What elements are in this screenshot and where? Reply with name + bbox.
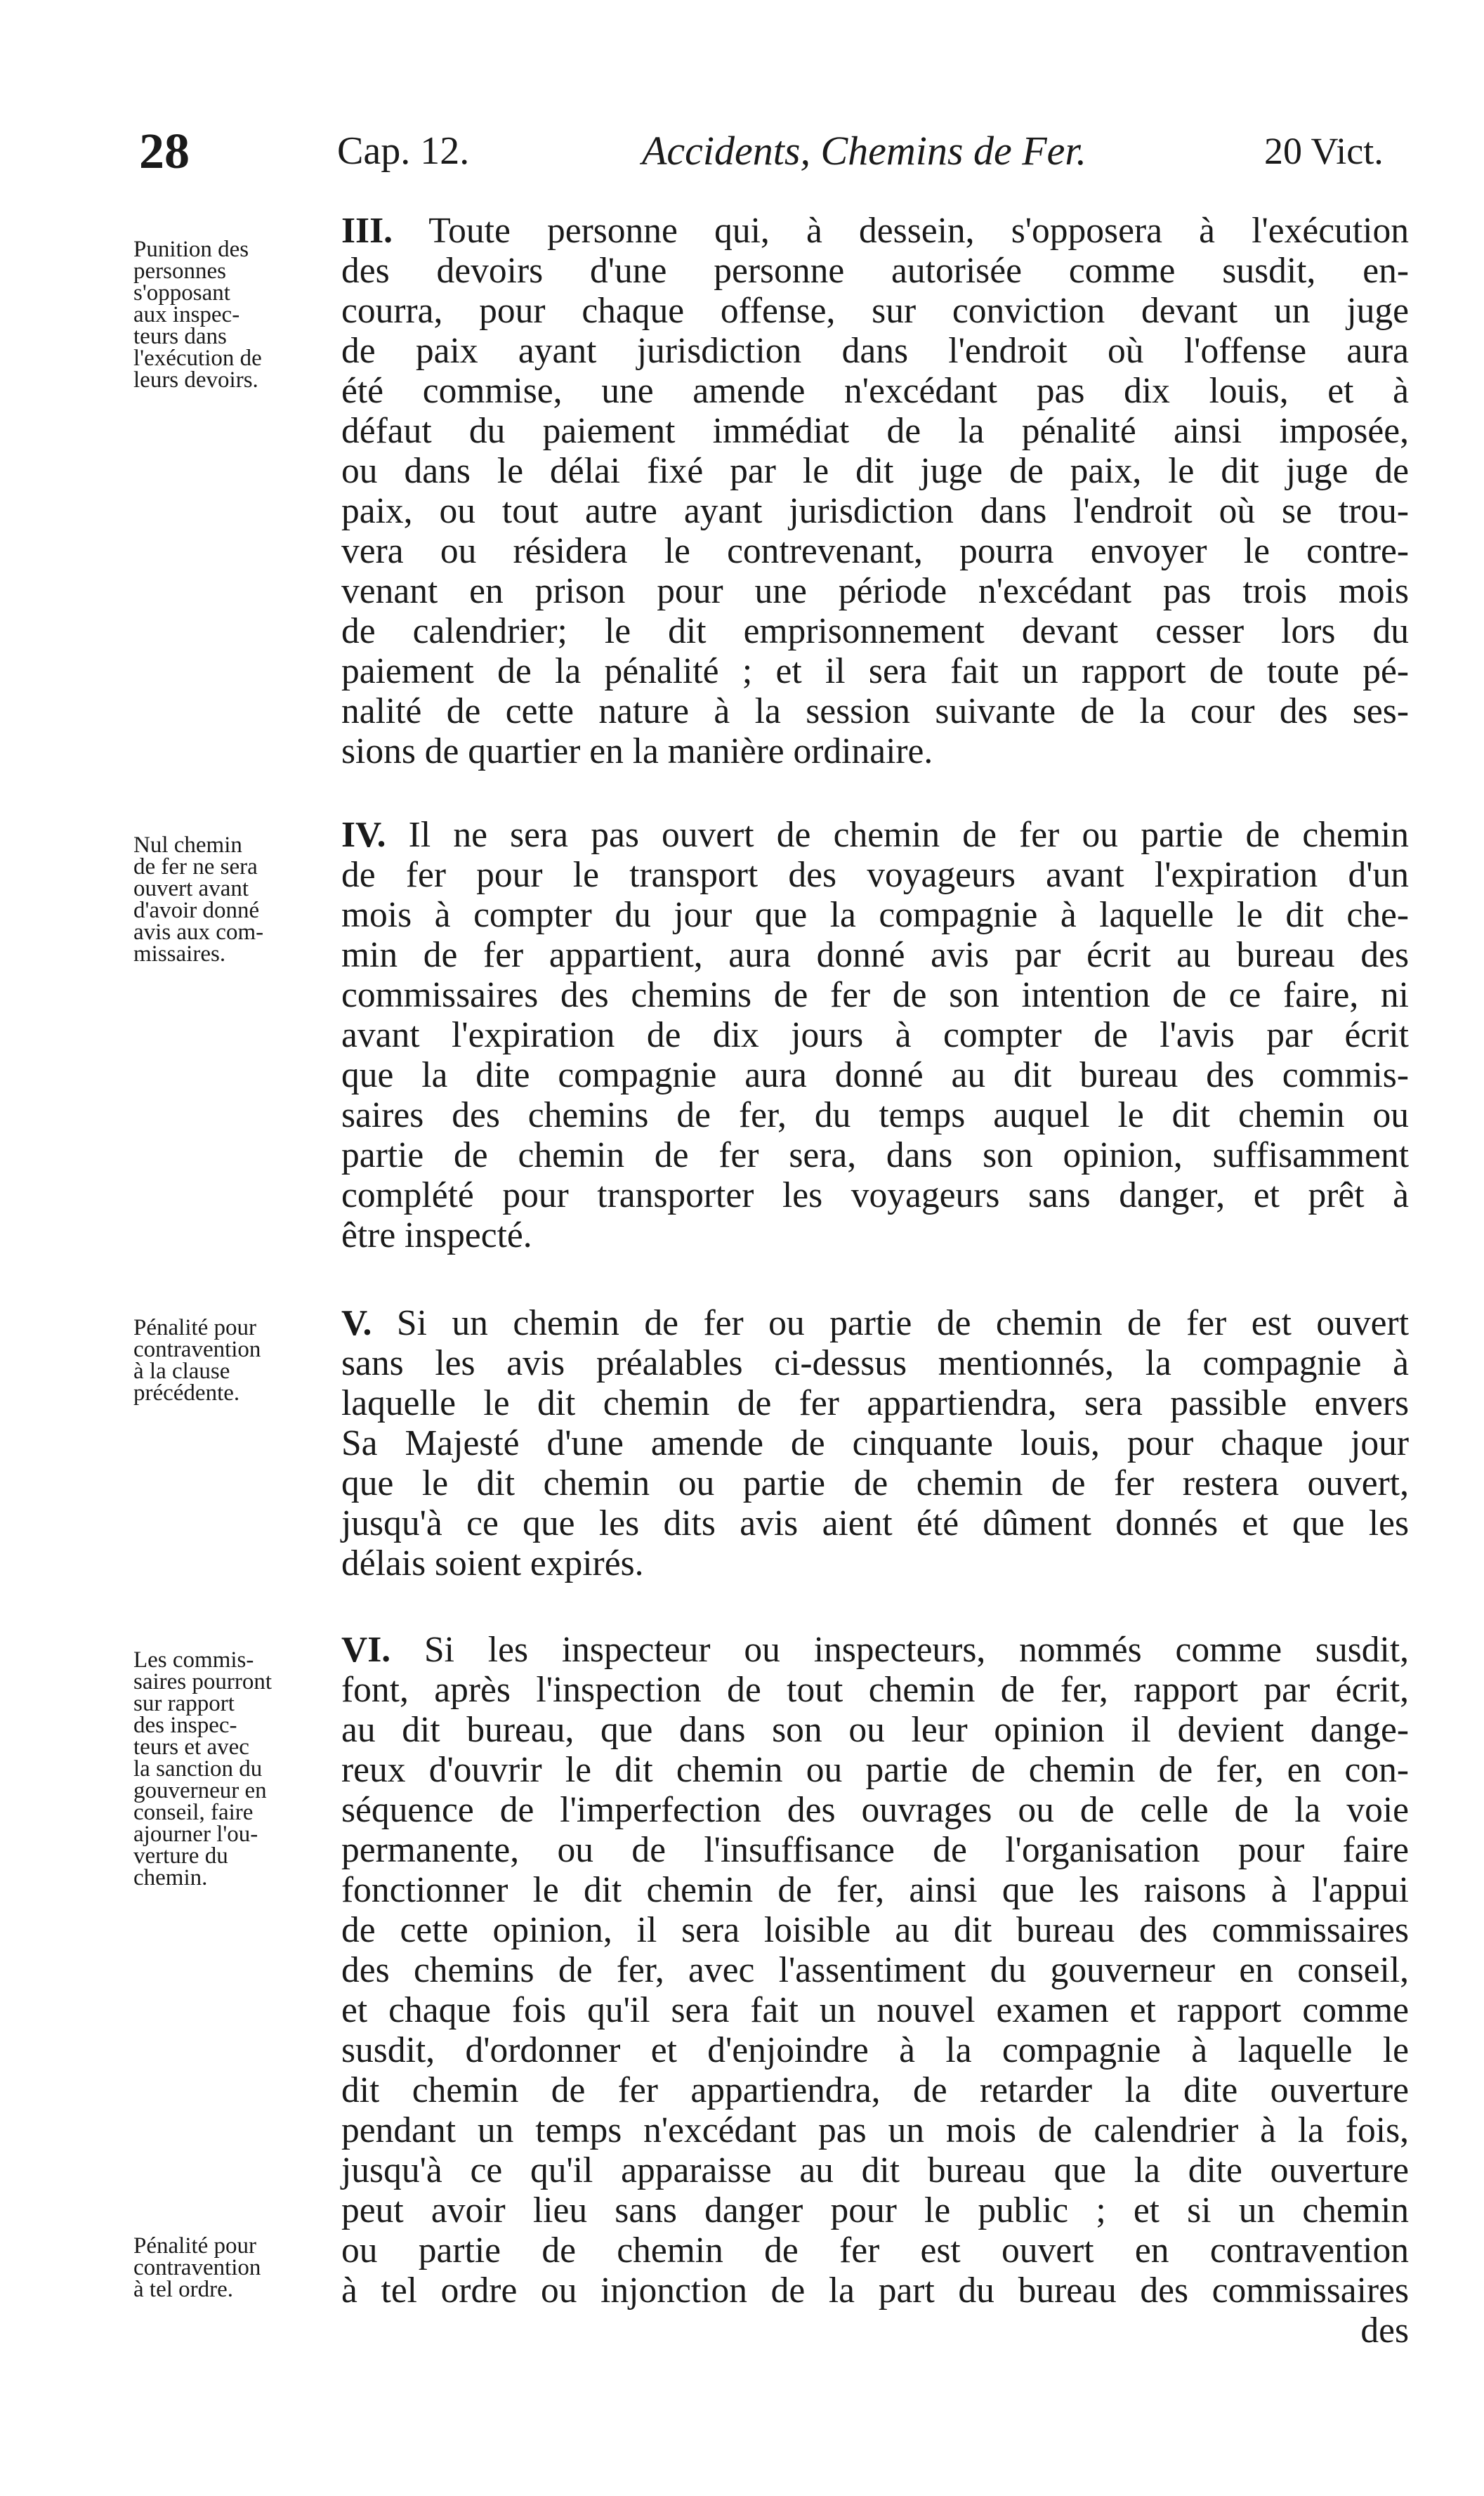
text-line: commissaires des chemins de fer de son intention de ce faire, ni — [341, 975, 1409, 1015]
text-line: être inspecté. — [341, 1215, 532, 1255]
text-line: que la dite compagnie aura donné au dit bureau des commis- — [341, 1055, 1409, 1095]
running-title: Accidents, Chemins de Fer. — [642, 128, 1087, 174]
text-line: VI. Si les inspecteur ou inspecteurs, nommés comme susdit, — [341, 1630, 1409, 1670]
margin-note: Nul chemin de fer ne sera ouvert avant d'avoir donné avis aux com- missaires. — [133, 832, 264, 967]
catchword: des — [1360, 2311, 1409, 2351]
text-line: peut avoir lieu sans danger pour le public ; et si un chemin — [341, 2190, 1409, 2230]
text-line: été commise, une amende n'excédant pas dix louis, et à — [341, 371, 1409, 411]
text-line: et chaque fois qu'il sera fait un nouvel examen et rapport comme — [341, 1990, 1409, 2030]
text-line: paiement de la pénalité ; et il sera fait un rapport de toute pé- — [341, 651, 1409, 691]
text-line: susdit, d'ordonner et d'enjoindre à la compagnie à laquelle le — [341, 2030, 1409, 2070]
text-line: séquence de l'imperfection des ouvrages ou de celle de la voie — [341, 1790, 1409, 1830]
margin-note: Les commis- saires pourront sur rapport des inspec- teurs et avec la sanction du gouverneur en conseil, faire ajourner l'ou- verture du chemin. — [133, 1647, 272, 1890]
text-line: pendant un temps n'excédant pas un mois de calendrier à la fois, — [341, 2110, 1409, 2150]
margin-note: Punition des personnes s'opposant aux inspec- teurs dans l'exécution de leurs devoirs. — [133, 237, 262, 393]
text-line: courra, pour chaque offense, sur conviction devant un juge — [341, 291, 1409, 331]
text-line: III. Toute personne qui, à dessein, s'opposera à l'exécution — [341, 211, 1409, 251]
text-line: Sa Majesté d'une amende de cinquante louis, pour chaque jour — [341, 1423, 1409, 1463]
text-line: V. Si un chemin de fer ou partie de chemin de fer est ouvert — [341, 1303, 1409, 1343]
text-line: laquelle le dit chemin de fer appartiendra, sera passible envers — [341, 1383, 1409, 1423]
text-line: venant en prison pour une période n'excédant pas trois mois — [341, 571, 1409, 611]
section-body — [341, 1303, 1409, 1583]
text-line: mois à compter du jour que la compagnie à laquelle le dit che- — [341, 895, 1409, 935]
article-number: VI. — [341, 1630, 391, 1670]
text-line: partie de chemin de fer sera, dans son opinion, suffisamment — [341, 1135, 1409, 1175]
chapter-label: Cap. 12. — [337, 129, 470, 173]
text-line: ou partie de chemin de fer est ouvert en contravention — [341, 2230, 1409, 2270]
section-body — [341, 815, 1409, 1255]
text-line: permanente, ou de l'insuffisance de l'organisation pour faire — [341, 1830, 1409, 1870]
text-line: que le dit chemin ou partie de chemin de fer restera ouvert, — [341, 1463, 1409, 1503]
text-line: IV. Il ne sera pas ouvert de chemin de fer ou partie de chemin — [341, 815, 1409, 855]
text-line: reux d'ouvrir le dit chemin ou partie de chemin de fer, en con- — [341, 1750, 1409, 1790]
text-line: jusqu'à ce que les dits avis aient été dûment donnés et que les — [341, 1503, 1409, 1543]
margin-note: Pénalité pour contravention à la clause précédente. — [133, 1315, 261, 1406]
text-line: paix, ou tout autre ayant jurisdiction dans l'endroit où se trou- — [341, 491, 1409, 531]
text-line: des chemins de fer, avec l'assentiment du gouverneur en conseil, — [341, 1950, 1409, 1990]
section-body — [341, 211, 1409, 771]
text-line: complété pour transporter les voyageurs sans danger, et prêt à — [341, 1175, 1409, 1215]
text-line: nalité de cette nature à la session suivante de la cour des ses- — [341, 691, 1409, 731]
text-line: délais soient expirés. — [341, 1543, 644, 1583]
text-line: sions de quartier en la manière ordinaire. — [341, 731, 933, 771]
text-line: ou dans le délai fixé par le dit juge de paix, le dit juge de — [341, 451, 1409, 491]
text-line: au dit bureau, que dans son ou leur opinion il devient dange- — [341, 1710, 1409, 1750]
text-line: de cette opinion, il sera loisible au dit bureau des commissaires — [341, 1910, 1409, 1950]
article-number: IV. — [341, 815, 386, 855]
regnal-year: 20 Vict. — [1264, 130, 1384, 172]
text-line: font, après l'inspection de tout chemin de fer, rapport par écrit, — [341, 1670, 1409, 1710]
text-line: défaut du paiement immédiat de la pénalité ainsi imposée, — [341, 411, 1409, 451]
text-line: jusqu'à ce qu'il apparaisse au dit bureau que la dite ouverture — [341, 2150, 1409, 2190]
text-line: min de fer appartient, aura donné avis par écrit au bureau des — [341, 935, 1409, 975]
running-header — [0, 119, 1484, 183]
article-number: V. — [341, 1303, 372, 1343]
article-number: III. — [341, 211, 393, 251]
text-line: sans les avis préalables ci-dessus mentionnés, la compagnie à — [341, 1343, 1409, 1383]
margin-note-penalty: Pénalité pour contravention à tel ordre. — [133, 2233, 261, 2302]
text-line: de fer pour le transport des voyageurs avant l'expiration d'un — [341, 855, 1409, 895]
section-body — [341, 1630, 1409, 2351]
text-line: de paix ayant jurisdiction dans l'endroit où l'offense aura — [341, 331, 1409, 371]
text-line: avant l'expiration de dix jours à compter de l'avis par écrit — [341, 1015, 1409, 1055]
text-line: vera ou résidera le contrevenant, pourra envoyer le contre- — [341, 531, 1409, 571]
text-line: dit chemin de fer appartiendra, de retarder la dite ouverture — [341, 2070, 1409, 2110]
text-line: de calendrier; le dit emprisonnement devant cesser lors du — [341, 611, 1409, 651]
text-line: fonctionner le dit chemin de fer, ainsi que les raisons à l'appui — [341, 1870, 1409, 1910]
text-line: à tel ordre ou injonction de la part du bureau des commissaires — [341, 2270, 1409, 2311]
text-line: des devoirs d'une personne autorisée comme susdit, en- — [341, 251, 1409, 291]
text-line: saires des chemins de fer, du temps auquel le dit chemin ou — [341, 1095, 1409, 1135]
page-number: 28 — [139, 123, 190, 179]
